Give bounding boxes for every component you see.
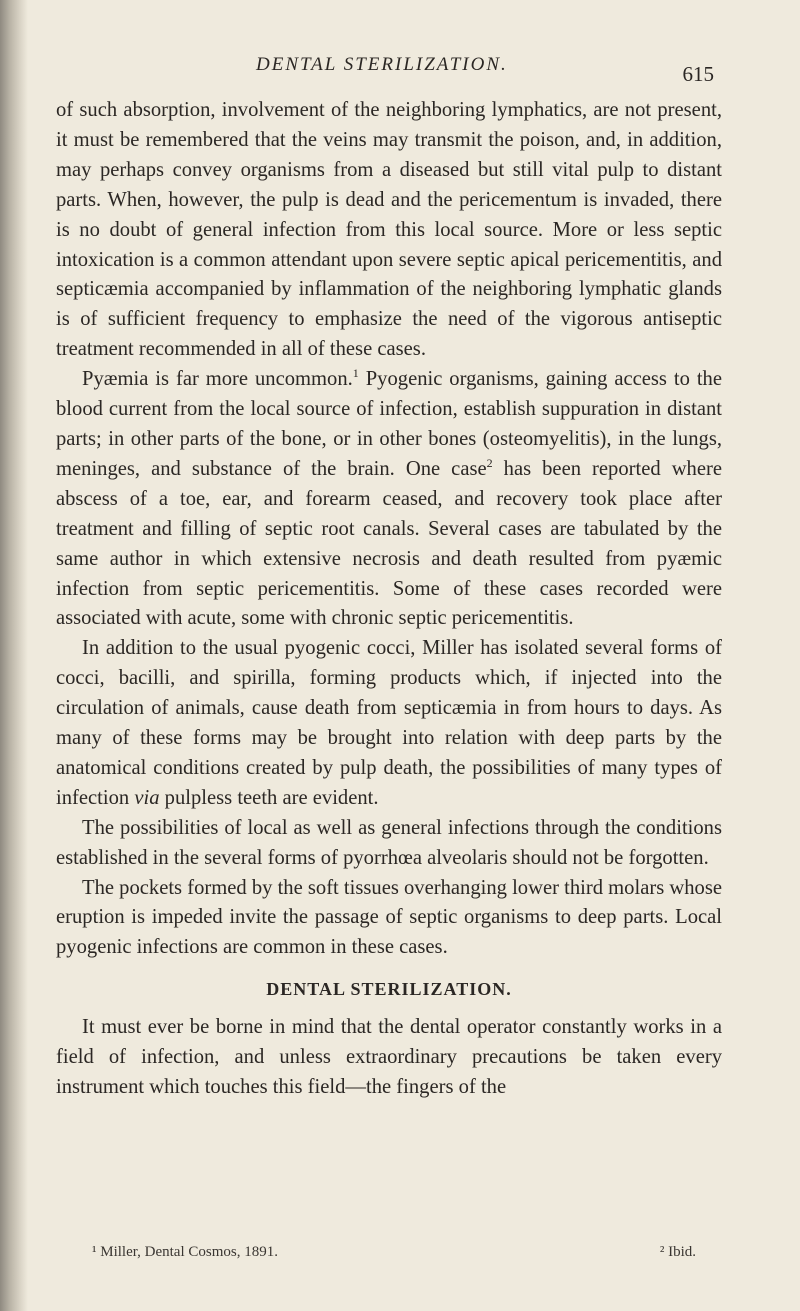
italic-via: via	[134, 786, 160, 809]
footnote-1: ¹ Miller, Dental Cosmos, 1891.	[92, 1244, 278, 1260]
paragraph-1: of such absorption, involvement of the neighboring lymphatics, are not present, it must be remembered that the veins may transmit the poison, and, in addition, may perhaps convey organisms from a diseased but still vital pulp to distant parts. When, however, the pulp is dead and the pericementum is invaded, there is no doubt of general infection from this local source. More or less septic intoxication is a common attendant upon severe septic apical pericementitis, and septicæmia accompanied by inflammation of the neighboring lymphatic glands is of sufficient frequency to emphasize the need of the vigorous antiseptic treatment recommended in all of these cases.	[56, 99, 722, 361]
paragraph-2-part-b: Pyogenic organisms, gaining access to the blood current from the local source of infection, establish suppuration in distant parts; in other parts of the bone, or in other bones (osteomyelitis), in the lungs, meninges, and substance of the brain. One case	[56, 368, 722, 480]
section-heading: DENTAL STERILIZATION.	[266, 979, 512, 1000]
page-number: 615	[682, 62, 714, 86]
paragraph-6: It must ever be borne in mind that the dental operator constantly works in a field of infection, and unless extraordinary precautions be taken every instrument which touches this field—the fingers of the	[56, 1016, 722, 1098]
page-header	[0, 54, 800, 84]
paragraph-5: The pockets formed by the soft tissues overhanging lower third molars whose eruption is impeded invite the passage of septic organisms to deep parts. Local pyogenic infections are common in these cases.	[56, 876, 722, 959]
paragraph-4: The possibilities of local as well as general infections through the conditions established in the several forms of pyorrhœa alveolaris should not be forgotten.	[56, 816, 722, 869]
paragraph-3-part-a: In addition to the usual pyogenic cocci, Miller has isolated several forms of cocci, bacilli, and spirilla, forming products which, if injected into the circulation of animals, cause death from septicæmia in from hours to days. As many of these forms may be brought into relation with deep parts by the anatomical conditions created by pulp death, the possibilities of many types of infection	[56, 637, 722, 809]
paragraph-2	[56, 365, 722, 634]
running-head: DENTAL STERILIZATION.	[256, 54, 508, 75]
paragraph-3	[56, 634, 722, 813]
paragraph-2-part-a: Pyæmia is far more uncommon.	[82, 368, 353, 391]
footnote-ref-2: 2	[486, 456, 493, 471]
paragraph-3-part-b: pulpless teeth are evident.	[159, 786, 379, 809]
body-text	[56, 96, 722, 1103]
footnote-ref-1: 1	[352, 366, 359, 381]
book-spine-shadow	[0, 0, 28, 1311]
paragraph-2-part-c: has been reported where abscess of a toe, ear, and forearm ceased, and recovery took place after treatment and filling of septic root canals. Several cases are tabulated by the same author in which extensive necrosis and death resulted from pyæmic infection from septic pericementitis. Some of these cases recorded were associated with acute, some with chronic septic pericementitis.	[56, 457, 722, 630]
footnote-2: ² Ibid.	[659, 1244, 696, 1260]
